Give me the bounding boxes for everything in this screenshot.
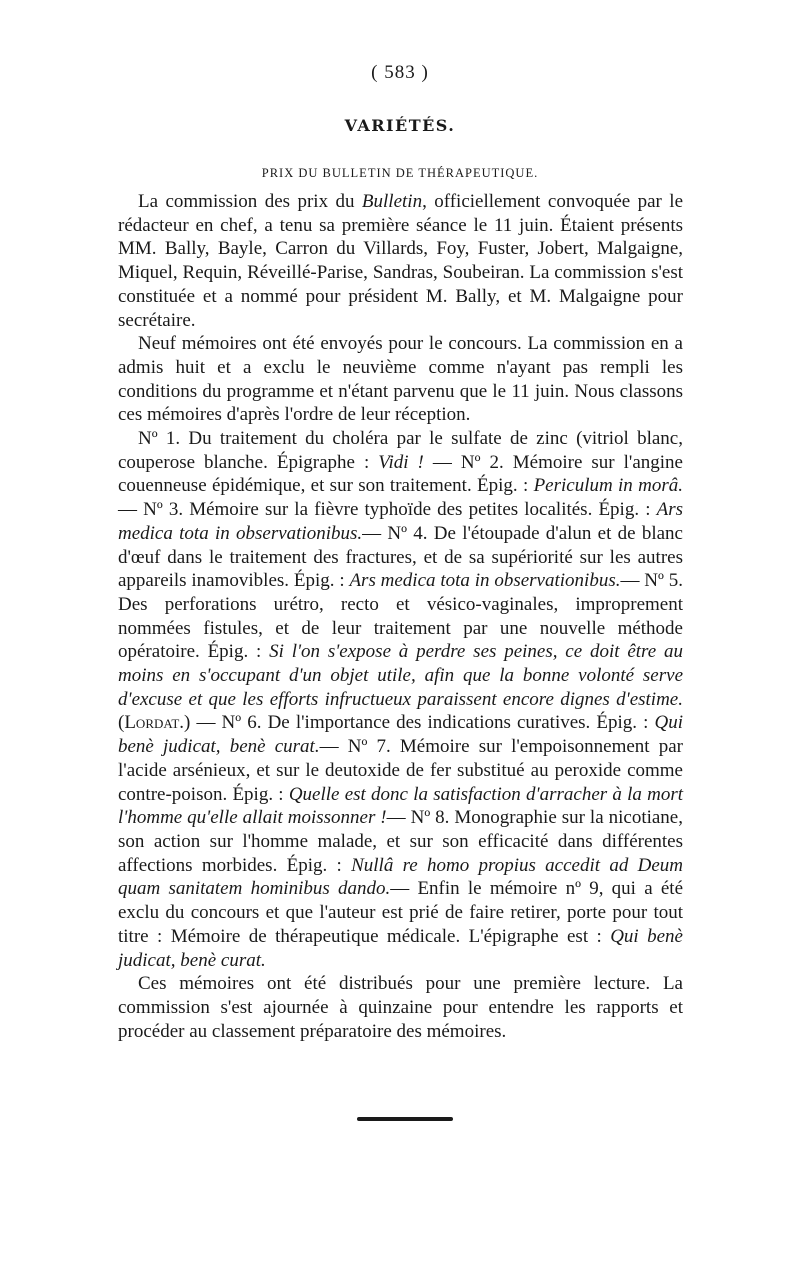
end-rule	[357, 1117, 453, 1121]
text-run: La commission des prix du	[138, 191, 362, 212]
italic-run: Qui benè judicat, benè curat.	[118, 712, 683, 758]
italic-run: Quelle est donc la satisfaction d'arracher à la mort l'homme qu'elle allait moissonner !	[118, 783, 683, 829]
text-run: — Nº 7. Mémoire sur l'empoisonnement par l'acide arsénieux, et sur le deutoxide de fer substitué au peroxide comme contre-poison. Épig. :	[118, 736, 684, 805]
small-caps-run: Lordat.	[124, 712, 185, 734]
text-run: — Nº 5. Des perforations urétro, recto et vésico-vaginales, improprement nommées fistules, et de leur traitement par une nouvelle méthode opératoire. Épig. :	[118, 570, 683, 663]
italic-run: Periculum in morâ.	[533, 475, 683, 497]
paragraph-1	[118, 190, 683, 332]
italic-run: Ars medica tota in observationibus.	[118, 499, 683, 544]
text-run: Nº 1. Du traitement du choléra par le sulfate de zinc (vitriol blanc, couperose blanche. Épigraphe :	[118, 428, 683, 473]
text-run: — Nº 3. Mémoire sur la fièvre typhoïde des petites localités. Épig. :	[118, 499, 657, 521]
italic-run: Bulletin	[361, 191, 423, 212]
text-run: ) — Nº 6. De l'importance des indications curatives. Épig. :	[184, 712, 655, 734]
italic-run: Nullâ re homo propius accedit ad Deum quam sanitatem hominibus dando.	[118, 854, 683, 900]
italic-run: Qui benè judicat, benè curat.	[118, 925, 683, 971]
text-run: — Nº 4. De l'étoupade d'alun et de blanc d'œuf dans le traitement des fractures, et de sa supériorité sur les autres appareils inamovibles. Épig. :	[118, 522, 683, 592]
paragraph-2	[118, 332, 683, 427]
section-title: VARIÉTÉS.	[344, 116, 456, 135]
text-run: — Enfin le mémoire nº 9, qui a été exclu du concours et que l'auteur est prié de faire retirer, porte pour tout titre : Mémoire de thérapeutique médicale. L'épigraphe est :	[118, 878, 683, 947]
paragraph-4	[118, 972, 683, 1043]
paragraph-3	[118, 427, 683, 972]
italic-run: Si l'on s'expose à perdre ses peines, ce doit être au moins en s'occupant d'un objet utile, afin que la bonne volonté serve d'excuse et que les efforts infructueux paraissent encore dignes d'estime.	[118, 641, 683, 710]
article-body	[118, 190, 683, 1043]
text-run: — Nº 2. Mémoire sur l'angine couenneuse épidémique, et sur son traitement. Épig. :	[118, 451, 683, 497]
italic-run: Ars medica tota in observationibus.	[349, 570, 621, 592]
subsection-title: PRIX DU BULLETIN DE THÉRAPEUTIQUE.	[261, 166, 539, 180]
text-run: , officiellement convoquée par le rédacteur en chef, a tenu sa première séance le 11 juin. Étaient présents MM. Bally, Bayle, Carron du Villards, Foy, Fuster, Jobert, Malgaigne, Miquel, Requin, Réveillé-Parise, Sandras, Soubeiran. La commission s'est constituée et a nommé pour président M. Bally, et M. Malgaigne pour secrétaire.	[118, 191, 683, 331]
text-run: Neuf mémoires ont été envoyés pour le concours. La commission en a admis huit et a exclu le neuvième comme n'ayant pas rempli les conditions du programme et n'étant parvenu que le 11 juin. Nous classons ces mémoires d'après l'ordre de leur réception.	[118, 333, 683, 426]
text-run: Ces mémoires ont été distribués pour une première lecture. La commission s'est ajournée à quinzaine pour entendre les rapports et procéder au classement préparatoire des mémoires.	[118, 973, 683, 1042]
text-run: (	[118, 712, 125, 734]
page-number: ( 583 )	[371, 62, 429, 83]
italic-run: Vidi !	[378, 451, 424, 473]
text-run: — Nº 8. Monographie sur la nicotiane, son action sur l'homme malade, et sur son efficacité dans différentes affections morbides. Épig. :	[118, 807, 683, 876]
